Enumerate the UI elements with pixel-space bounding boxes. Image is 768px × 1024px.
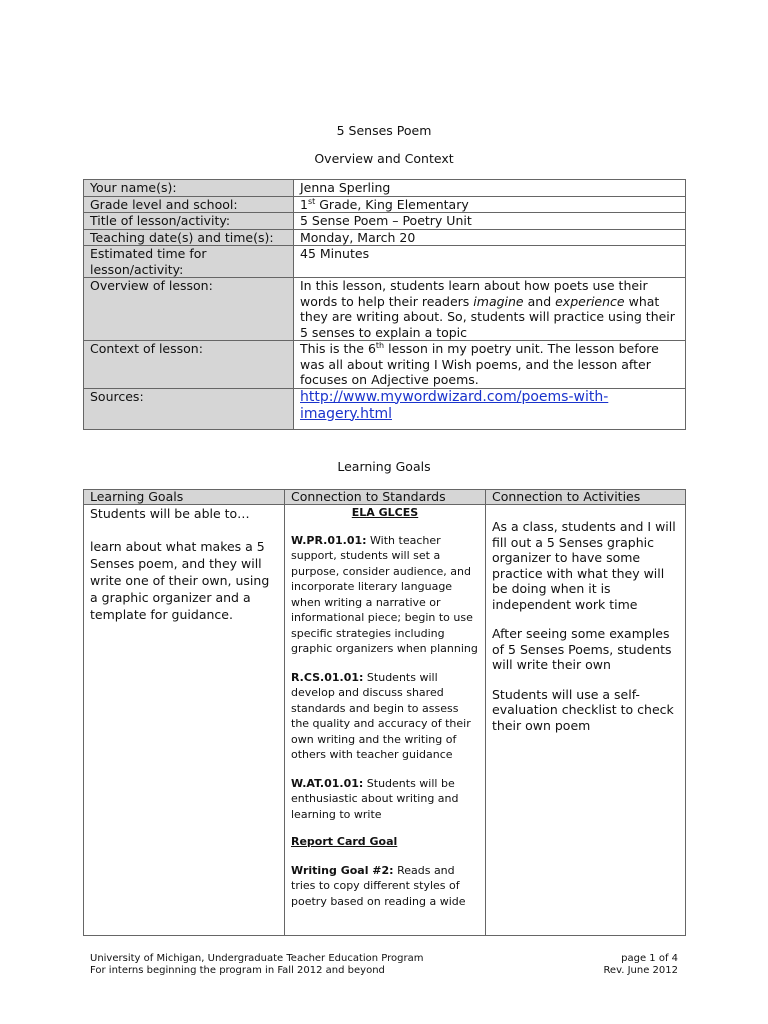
time-label: Estimated time for lesson/activity: <box>84 246 294 278</box>
row-time <box>84 246 686 278</box>
goals-intro: Students will be able to… <box>90 506 250 521</box>
title-label: Title of lesson/activity: <box>84 213 294 230</box>
goals-header-row <box>84 490 686 505</box>
writing-goal: Writing Goal #2: Reads and tries to copy different styles of poetry based on reading a wide <box>291 863 466 908</box>
standard-wat: W.AT.01.01: Students will be enthusiastic about writing and learning to write <box>291 776 459 821</box>
footer-rev: Rev. June 2012 <box>603 965 678 976</box>
overview-value: In this lesson, students learn about how poets use their words to help their readers imagine and experience what they are writing about. So, students will practice using their 5 senses to explain a topic <box>294 278 686 341</box>
header-activities: Connection to Activities <box>486 490 686 505</box>
footer-left <box>90 953 424 977</box>
standard-wpr: W.PR.01.01: With teacher support, students will set a purpose, consider audience, and incorporate literary language when writing a narrative or informational piece; begin to use specific strategies including graphic organizers when planning <box>291 533 478 655</box>
date-label: Teaching date(s) and time(s): <box>84 229 294 246</box>
row-context <box>84 341 686 389</box>
activity-3: Students will use a self-evaluation checklist to check their own poem <box>492 686 674 733</box>
goals-content-row <box>84 505 686 936</box>
standards-cell <box>285 505 486 936</box>
header-standards: Connection to Standards <box>285 490 486 505</box>
footer-interns: For interns beginning the program in Fall 2012 and beyond <box>90 965 385 976</box>
sources-label: Sources: <box>84 388 294 429</box>
sources-link[interactable]: http://www.mywordwizard.com/poems-with-imagery.html <box>300 388 609 422</box>
row-sources <box>84 388 686 429</box>
goals-body: learn about what makes a 5 Senses poem, and they will write one of their own, using a graphic organizer and a template for guidance. <box>90 539 270 622</box>
date-value: Monday, March 20 <box>294 229 686 246</box>
name-label: Your name(s): <box>84 180 294 197</box>
ela-heading: ELA GLCES <box>351 506 419 519</box>
grade-label: Grade level and school: <box>84 196 294 213</box>
title-value: 5 Sense Poem – Poetry Unit <box>294 213 686 230</box>
overview-table <box>83 179 686 430</box>
row-title <box>84 213 686 230</box>
activities-cell <box>486 505 686 936</box>
document-title: 5 Senses Poem <box>336 123 432 138</box>
activity-1: As a class, students and I will fill out a 5 Senses graphic organizer to have some practice with what they will be doing when it is independent work time <box>492 519 676 612</box>
header-learning-goals: Learning Goals <box>84 490 285 505</box>
goals-table <box>83 489 686 936</box>
section-heading-overview: Overview and Context <box>314 151 454 166</box>
section-heading-goals: Learning Goals <box>337 459 431 474</box>
name-value: Jenna Sperling <box>294 180 686 197</box>
context-value: This is the 6th lesson in my poetry unit. The lesson before was all about writing I Wish poems, and the lesson after focuses on Adjective poems. <box>294 341 686 389</box>
row-overview <box>84 278 686 341</box>
learning-goals-cell <box>84 505 285 936</box>
row-name <box>84 180 686 197</box>
report-card-heading: Report Card Goal <box>291 835 398 848</box>
context-label: Context of lesson: <box>84 341 294 389</box>
footer-program: University of Michigan, Undergraduate Teacher Education Program <box>90 953 424 964</box>
standard-rcs: R.CS.01.01: Students will develop and discuss shared standards and begin to assess the quality and accuracy of their own writing and the writing of others with teacher guidance <box>291 670 471 761</box>
grade-value: 1st Grade, King Elementary <box>294 196 686 213</box>
sources-value <box>294 388 686 429</box>
time-value: 45 Minutes <box>294 246 686 278</box>
row-grade <box>84 196 686 213</box>
footer-page: page 1 of 4 <box>621 953 678 964</box>
row-date <box>84 229 686 246</box>
activity-2: After seeing some examples of 5 Senses Poems, students will write their own <box>492 626 672 672</box>
overview-label: Overview of lesson: <box>84 278 294 341</box>
footer-right <box>603 953 678 977</box>
